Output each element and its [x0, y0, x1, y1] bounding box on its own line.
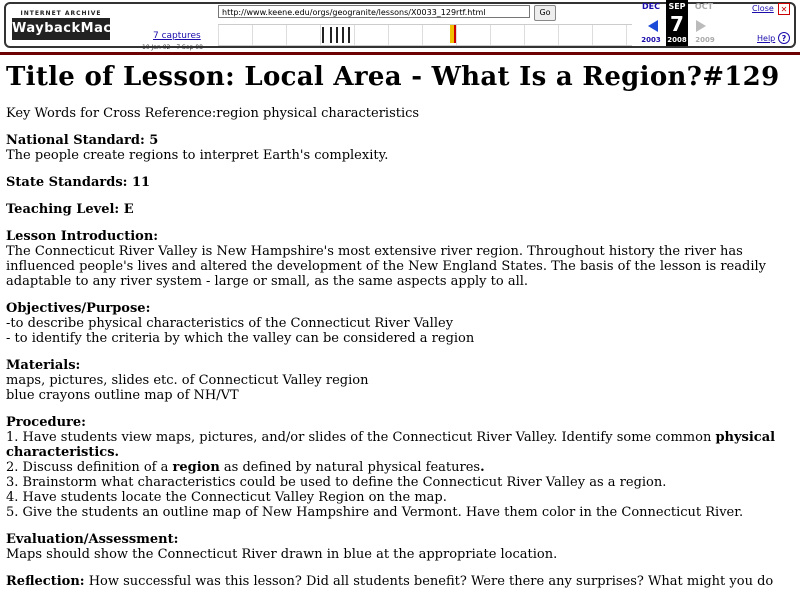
capture-bar[interactable]	[348, 27, 350, 43]
state-standards-section	[6, 175, 796, 190]
introduction-section	[6, 229, 796, 289]
national-standard-section	[6, 133, 796, 163]
material-item: blue crayons outline map of NH/VT	[6, 388, 239, 403]
introduction-text: The Connecticut River Valley is New Hampshire's most extensive river region. Throughout history the river has influenced people's lives and altered the development of the New England States. The basis of the lesson is readily adaptable to any river system - large or small, as the same aspects apply to all.	[6, 244, 766, 289]
state-standards-heading: State Standards: 11	[6, 175, 151, 190]
procedure-step-text: as defined by natural physical features	[219, 460, 481, 475]
materials-section	[6, 358, 796, 403]
evaluation-heading: Evaluation/Assessment:	[6, 532, 179, 547]
teaching-level-section	[6, 202, 796, 217]
current-year: 2008	[667, 36, 687, 44]
next-month: OCT	[694, 2, 714, 11]
procedure-step: 4. Have students locate the Connecticut Valley Region on the map.	[6, 490, 447, 505]
teaching-level-heading: Teaching Level: E	[6, 202, 134, 217]
procedure-heading: Procedure:	[6, 415, 86, 430]
procedure-step-text: 2. Discuss definition of a	[6, 460, 173, 475]
prev-month-link[interactable]: DEC	[642, 2, 660, 11]
procedure-step: 3. Brainstorm what characteristics could be used to define the Connecticut River Valley as a region.	[6, 475, 667, 490]
reflection-section	[6, 574, 796, 589]
procedure-step-emphasis: region	[172, 460, 220, 475]
help-link[interactable]: Help	[757, 34, 776, 43]
national-standard-text: The people create regions to interpret Earth's complexity.	[6, 148, 389, 163]
reflection-heading: Reflection:	[6, 574, 85, 589]
close-link[interactable]: Close	[752, 4, 774, 13]
objectives-section	[6, 301, 796, 346]
materials-heading: Materials:	[6, 358, 81, 373]
current-capture-marker	[454, 25, 456, 43]
procedure-step	[6, 460, 796, 475]
capture-bar[interactable]	[342, 27, 344, 43]
capture-bar[interactable]	[330, 27, 332, 43]
procedure-step-emphasis: physical characteristics.	[6, 430, 776, 460]
next-capture-arrow-icon	[696, 20, 706, 32]
procedure-section	[6, 415, 796, 520]
material-item: maps, pictures, slides etc. of Connecticut Valley region	[6, 373, 369, 388]
prev-year-link[interactable]: 2003	[641, 36, 661, 44]
page-title: Title of Lesson: Local Area - What Is a Region?#129	[6, 62, 780, 92]
evaluation-text: Maps should show the Connecticut River drawn in blue at the appropriate location.	[6, 547, 558, 562]
objectives-heading: Objectives/Purpose:	[6, 301, 151, 316]
evaluation-section	[6, 532, 796, 562]
lesson-content	[6, 62, 796, 601]
introduction-heading: Lesson Introduction:	[6, 229, 159, 244]
captures-link[interactable]: 7 captures	[153, 31, 201, 41]
current-month: SEP	[668, 2, 686, 11]
procedure-step: 5. Give the students an outline map of New Hampshire and Vermont. Have them color in the Connecticut River.	[6, 505, 744, 520]
current-day: 7	[670, 12, 684, 36]
procedure-step-text: 1. Have students view maps, pictures, and/or slides of the Connecticut River Valley. Identify some common	[6, 430, 716, 445]
wayback-logo[interactable]	[12, 10, 146, 44]
reflection-line	[6, 574, 796, 589]
procedure-step	[6, 430, 796, 460]
logo-big-text: WaybackMachine	[12, 18, 110, 40]
url-input[interactable]: http://www.keene.edu/orgs/geogranite/lessons/X0033_129rtf.html	[218, 5, 530, 18]
help-icon[interactable]: ?	[778, 32, 790, 44]
keywords: Key Words for Cross Reference:region physical characteristics	[6, 106, 420, 121]
procedure-step-emphasis: .	[480, 460, 485, 475]
logo-small-text: INTERNET ARCHIVE	[20, 10, 102, 17]
capture-range: 10 Jan 02 - 7 Sep 08	[142, 44, 203, 51]
capture-sparkline[interactable]	[218, 24, 632, 46]
objective-item: -to describe physical characteristics of the Connecticut River Valley	[6, 316, 454, 331]
capture-bar[interactable]	[336, 27, 338, 43]
close-icon[interactable]: ✕	[778, 3, 790, 15]
objective-item: - to identify the criteria by which the valley can be considered a region	[6, 331, 475, 346]
reflection-text: How successful was this lesson? Did all students benefit? Were there any surprises? What might you do	[84, 574, 774, 589]
national-standard-heading: National Standard: 5	[6, 133, 159, 148]
wayback-toolbar	[0, 0, 800, 55]
next-year: 2009	[695, 36, 715, 44]
capture-bar[interactable]	[322, 27, 324, 43]
go-button[interactable]: Go	[534, 5, 556, 21]
prev-capture-arrow-icon[interactable]	[648, 20, 658, 32]
